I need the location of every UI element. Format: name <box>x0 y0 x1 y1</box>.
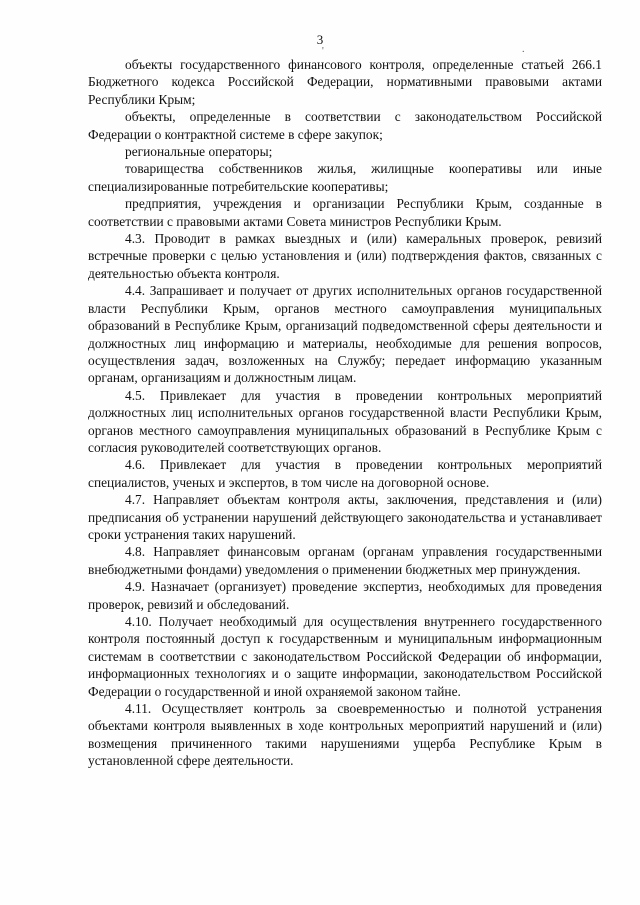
paragraph: товарищества собственников жилья, жилищные кооперативы или иные специализированные потребительские кооперативы; <box>88 161 602 194</box>
page-number: 3 <box>316 32 324 47</box>
paragraph-clause-4-6: 4.6. Привлекает для участия в проведении контрольных мероприятий специалистов, ученых и экспертов, в том числе на договорной основе. <box>88 457 602 490</box>
scan-mark: . <box>522 44 525 55</box>
paragraph-clause-4-10: 4.10. Получает необходимый для осуществления внутреннего государственного контроля постоянный доступ к государственным и муниципальным информационным системам в соответствии с законодательством Российской Федерации об информации, информационных технологиях и о защите информации, законодательством Российской Федерации о государственной и иной охраняемой законом тайне. <box>88 614 602 699</box>
paragraph-clause-4-11: 4.11. Осуществляет контроль за своевременностью и полнотой устранения объектами контроля выявленных в ходе контрольных мероприятий нарушений и (или) возмещения причиненного такими нарушениями ущерба Республике Крым в установленной сфере деятельности. <box>88 701 602 769</box>
scan-mark: ' <box>322 46 324 57</box>
document-body <box>88 56 602 770</box>
paragraph-clause-4-8: 4.8. Направляет финансовым органам (органам управления государственными внебюджетными фондами) уведомления о применении бюджетных мер принуждения. <box>88 544 602 577</box>
paragraph: региональные операторы; <box>125 144 273 160</box>
paragraph-clause-4-5: 4.5. Привлекает для участия в проведении контрольных мероприятий должностных лиц исполнительных органов государственной власти Республики Крым, органов местного самоуправления муниципальных образований в Республике Крым с согласия руководителей соответствующих органов. <box>88 387 602 455</box>
paragraph-clause-4-4: 4.4. Запрашивает и получает от других исполнительных органов государственной власти Республики Крым, органов местного самоуправления муниципальных образований в Республике Крым, организаций подведомственной сферы деятельности и должностных лиц информацию и материалы, необходимые для решения вопросов, осуществления задач, возложенных на Службу; передает информацию указанным органам, организациям и должностным лицам. <box>88 283 602 386</box>
paragraph: объекты государственного финансового контроля, определенные статьей 266.1 Бюджетного кодекса Российской Федерации, нормативными правовыми актами Республики Крым; <box>88 57 602 107</box>
paragraph-clause-4-7: 4.7. Направляет объектам контроля акты, заключения, представления и (или) предписания об устранении нарушений действующего законодательства и устанавливает сроки устранения таких нарушений. <box>88 492 602 542</box>
paragraph: объекты, определенные в соответствии с законодательством Российской Федерации о контрактной системе в сфере закупок; <box>88 109 602 142</box>
paragraph: предприятия, учреждения и организации Республики Крым, созданные в соответствии с правовыми актами Совета министров Республики Крым. <box>88 196 602 229</box>
paragraph-clause-4-9: 4.9. Назначает (организует) проведение экспертиз, необходимых для проведения проверок, ревизий и обследований. <box>88 579 602 612</box>
paragraph-clause-4-3: 4.3. Проводит в рамках выездных и (или) камеральных проверок, ревизий встречные проверки с целью установления и (или) подтверждения фактов, связанных с деятельностью объекта контроля. <box>88 231 602 281</box>
